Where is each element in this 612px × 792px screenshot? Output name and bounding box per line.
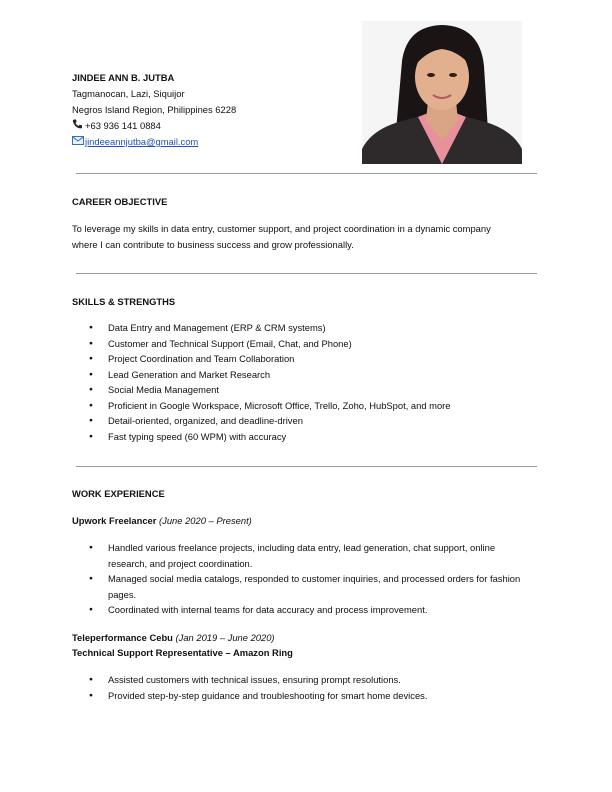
email-link[interactable]: jindeeannjutba@gmail.com: [85, 136, 199, 147]
job-dates: (June 2020 – Present): [159, 515, 252, 526]
job-role: Technical Support Representative – Amazon Ring: [72, 647, 293, 658]
job-company: Upwork Freelancer: [72, 515, 157, 526]
list-item: ● Managed social media catalogs, responded to customer inquiries, and processed orders for fashion pages.: [72, 571, 532, 602]
list-item: ● Customer and Technical Support (Email, Chat, and Phone): [72, 336, 451, 352]
profile-photo: [362, 21, 522, 164]
job-duties-list: [72, 540, 532, 618]
portrait-image: [362, 21, 522, 164]
job-company: Teleperformance Cebu: [72, 632, 173, 643]
work-experience-heading: WORK EXPERIENCE: [72, 488, 165, 499]
list-item: ● Lead Generation and Market Research: [72, 367, 451, 383]
list-item: ● Assisted customers with technical issues, ensuring prompt resolutions.: [72, 672, 532, 688]
list-item: ● Handled various freelance projects, including data entry, lead generation, chat support, online research, and project coordination.: [72, 540, 532, 571]
list-item: ● Fast typing speed (60 WPM) with accuracy: [72, 429, 451, 445]
list-item: ● Coordinated with internal teams for data accuracy and process improvement.: [72, 602, 532, 618]
career-objective-line: where I can contribute to business success and grow professionally.: [72, 238, 354, 250]
address-line-2: Negros Island Region, Philippines 6228: [72, 104, 237, 115]
phone-number: +63 936 141 0884: [85, 120, 161, 131]
phone-row: [72, 118, 161, 135]
list-item: ● Data Entry and Management (ERP & CRM systems): [72, 320, 451, 336]
job-duties-list: [72, 672, 532, 703]
applicant-name: JINDEE ANN B. JUTBA: [72, 72, 175, 83]
list-item: ● Detail-oriented, organized, and deadline-driven: [72, 413, 451, 429]
list-item: ● Project Coordination and Team Collaboration: [72, 351, 451, 367]
career-objective-line: To leverage my skills in data entry, customer support, and project coordination in a dynamic company: [72, 223, 491, 234]
career-objective-text: [72, 221, 542, 252]
career-objective-heading: CAREER OBJECTIVE: [72, 196, 168, 207]
divider: [76, 173, 537, 174]
list-item: ● Proficient in Google Workspace, Microsoft Office, Trello, Zoho, HubSpot, and more: [72, 398, 451, 414]
job-title-row: [72, 513, 252, 529]
address-line-1: Tagmanocan, Lazi, Siquijor: [72, 88, 185, 99]
divider: [76, 466, 537, 467]
skills-heading: SKILLS & STRENGTHS: [72, 296, 176, 307]
list-item: ● Social Media Management: [72, 382, 451, 398]
divider: [76, 273, 537, 274]
list-item: ● Provided step-by-step guidance and troubleshooting for smart home devices.: [72, 688, 532, 704]
skills-list: [72, 320, 451, 444]
phone-icon: [72, 119, 85, 135]
email-row: [72, 134, 198, 151]
job-dates: (Jan 2019 – June 2020): [175, 632, 275, 643]
email-icon: [72, 135, 85, 151]
job-title-row: [72, 630, 275, 646]
